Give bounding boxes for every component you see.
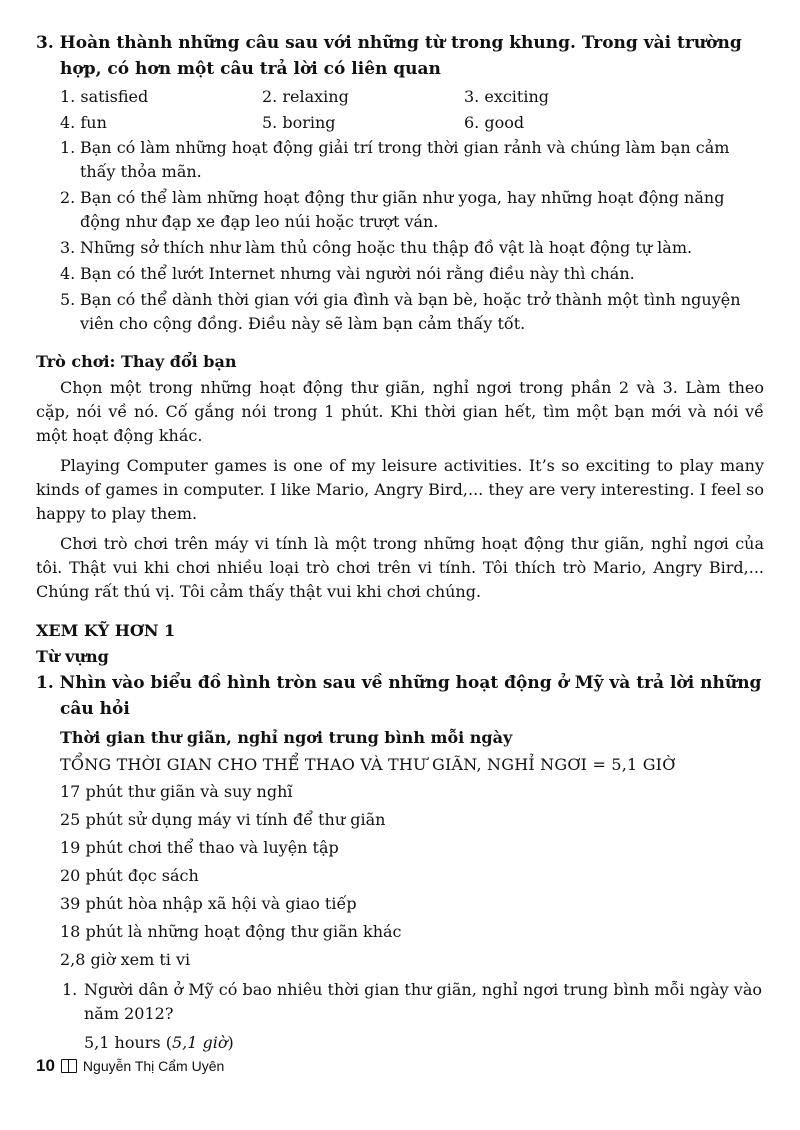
author-name: Nguyễn Thị Cẩm Uyên	[82, 1058, 225, 1074]
answer: 5,1 hours (5,1 giờ)	[84, 1033, 234, 1052]
total-time: TỔNG THỜI GIAN CHO THỂ THAO VÀ THƯ GIÃN, NGHỈ NGƠI = 5,1 GIỜ	[60, 755, 676, 774]
chart-title: Thời gian thư giãn, nghỉ ngơi trung bình mỗi ngày	[60, 728, 513, 747]
activity-item: 25 phút sử dụng máy vi tính để thư giãn	[60, 810, 386, 829]
sentence-item: 3. Những sở thích như làm thủ công hoặc thu thập đồ vật là hoạt động tự làm.	[60, 238, 693, 257]
sentence-item: 5. Bạn có thể dành thời gian với gia đình và bạn bè, hoặc trở thành một tình nguyện viên cho cộng đồng. Điều này sẽ làm bạn cảm thấy tốt.	[60, 290, 741, 333]
exercise-3-sentences	[36, 136, 764, 336]
word-option: 5. boring	[262, 113, 336, 132]
question-1-line2: câu hỏi	[60, 699, 130, 719]
sentence-item: 2. Bạn có thể làm những hoạt động thư giãn như yoga, hay những hoạt động năng động như đạp xe đạp leo núi hoặc trượt ván.	[60, 188, 725, 231]
word-box	[36, 84, 764, 136]
game-example-vietnamese: Chơi trò chơi trên máy vi tính là một trong những hoạt động thư giãn, nghỉ ngơi của tôi. Thật vui khi chơi nhiều loại trò chơi trên vi tính. Tôi thích trò Mario, Angry Bird,... Chúng rất thú vị. Tôi cảm thấy thật vui khi chơi chúng.	[36, 534, 764, 601]
word-option: 3. exciting	[464, 87, 550, 106]
page-number: 10	[36, 1056, 55, 1075]
activity-item: 20 phút đọc sách	[60, 866, 199, 885]
game-example-english: Playing Computer games is one of my leisure activities. It’s so exciting to play many kinds of games in computer. I like Mario, Angry Bird,... they are very interesting. I feel so happy to play them.	[36, 456, 764, 523]
sentence-item: 1. Bạn có làm những hoạt động giải trí trong thời gian rảnh và chúng làm bạn cảm thấy thỏa mãn.	[60, 138, 730, 181]
game-title: Trò chơi: Thay đổi bạn	[36, 352, 237, 371]
sub-question-number: 1.	[62, 980, 78, 999]
book-icon	[61, 1059, 77, 1073]
question-1-line1: 1. Nhìn vào biểu đồ hình tròn sau về những hoạt động ở Mỹ và trả lời những	[36, 673, 762, 693]
exercise-3-title-line1: 3. Hoàn thành những câu sau với những từ trong khung. Trong vài trường	[36, 33, 742, 53]
game-instruction: Chọn một trong những hoạt động thư giãn, nghỉ ngơi trong phần 2 và 3. Làm theo cặp, nói về nó. Cố gắng nói trong 1 phút. Khi thời gian hết, tìm một bạn mới và nói về một hoạt động khác.	[36, 378, 764, 445]
word-option: 4. fun	[60, 113, 107, 132]
document-page	[36, 30, 764, 1056]
word-option: 1. satisfied	[60, 87, 149, 106]
activity-list	[36, 778, 764, 974]
question-1-title	[36, 670, 764, 722]
page-footer	[36, 1056, 224, 1076]
sentence-item: 4. Bạn có thể lướt Internet nhưng vài người nói rằng điều này thì chán.	[60, 264, 635, 283]
sub-question	[36, 978, 764, 1026]
activity-item: 19 phút chơi thể thao và luyện tập	[60, 838, 339, 857]
exercise-3-title-line2: hợp, có hơn một câu trả lời có liên quan	[60, 59, 441, 79]
activity-item: 2,8 giờ xem ti vi	[60, 950, 191, 969]
activity-item: 17 phút thư giãn và suy nghĩ	[60, 782, 293, 801]
section-heading: XEM KỸ HƠN 1	[36, 621, 176, 640]
exercise-3-title	[36, 30, 764, 82]
section-subheading: Từ vựng	[36, 647, 109, 666]
sub-question-text: Người dân ở Mỹ có bao nhiêu thời gian thư giãn, nghỉ ngơi trung bình mỗi ngày vào năm 2012?	[84, 980, 762, 1023]
word-option: 2. relaxing	[262, 87, 349, 106]
word-option: 6. good	[464, 113, 525, 132]
activity-item: 18 phút là những hoạt động thư giãn khác	[60, 922, 402, 941]
activity-item: 39 phút hòa nhập xã hội và giao tiếp	[60, 894, 357, 913]
